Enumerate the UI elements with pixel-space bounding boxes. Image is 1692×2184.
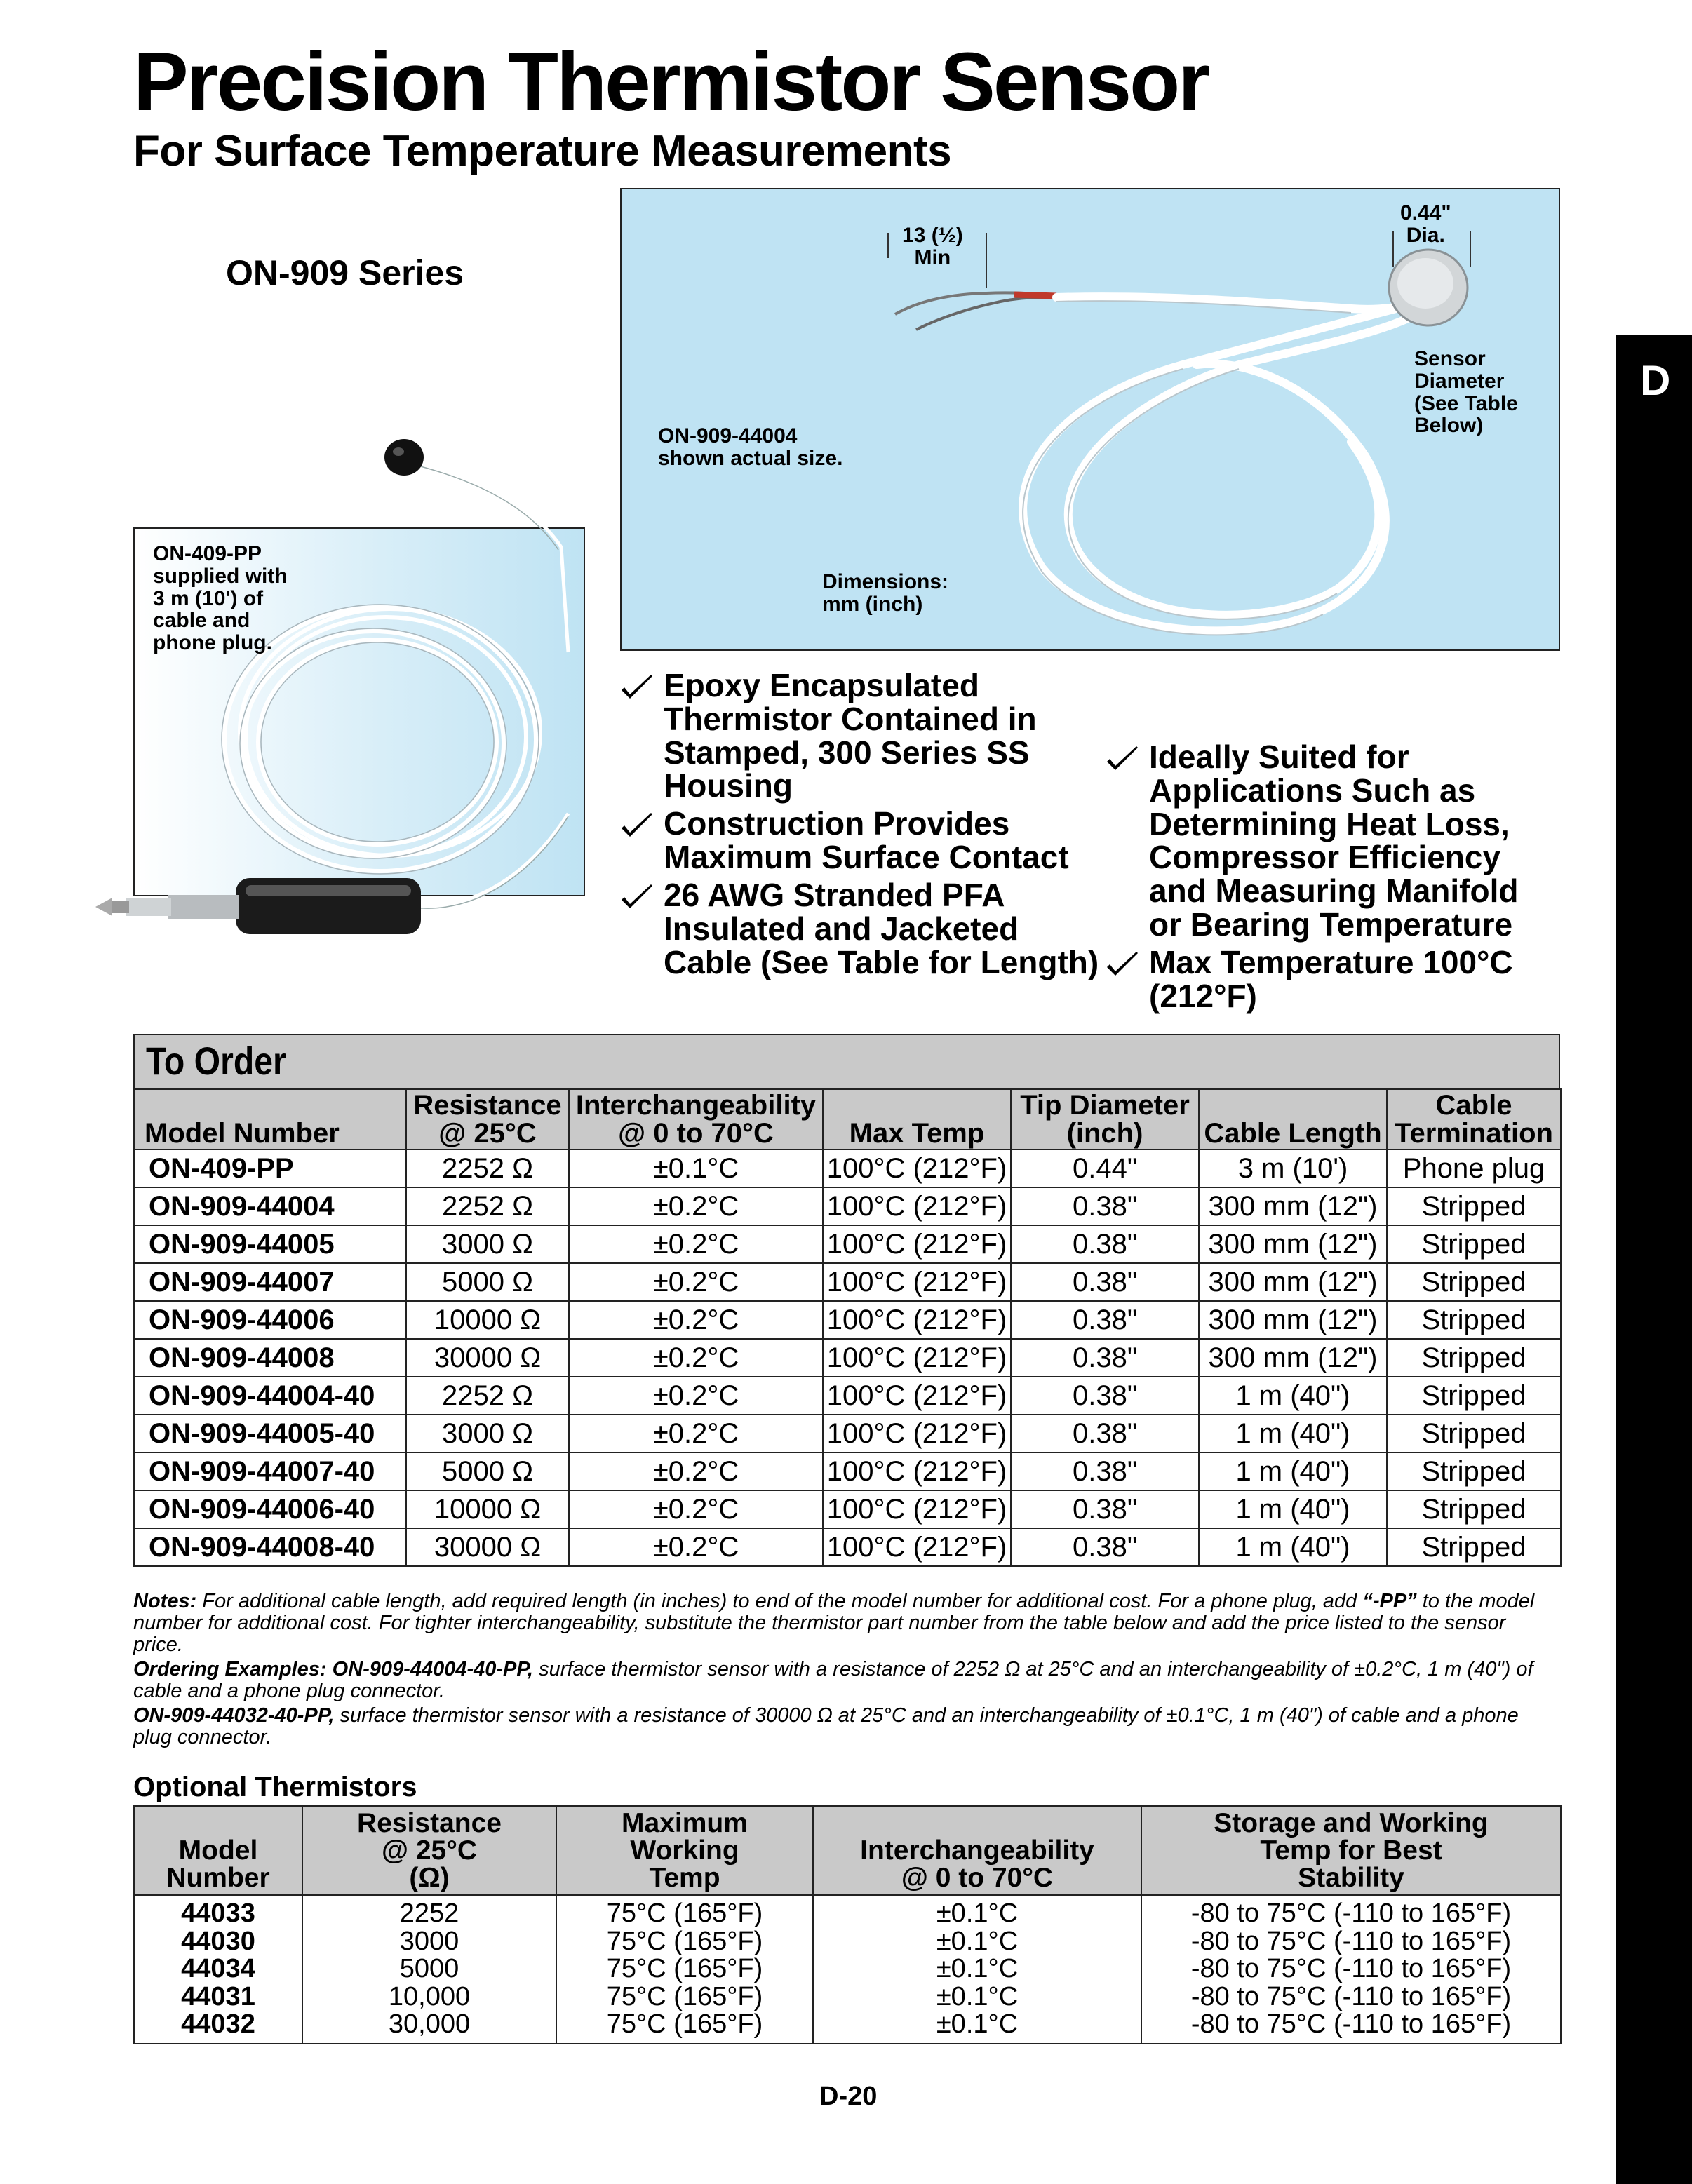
table-cell: 3 m (10') (1199, 1150, 1387, 1187)
table-cell: ON-909-44008-40 (134, 1528, 406, 1566)
table-cell: ±0.2°C (569, 1263, 823, 1301)
checkmark-icon (620, 673, 654, 701)
feature-item (620, 876, 1104, 980)
table-cell: Phone plug (1387, 1150, 1561, 1187)
table-cell: 100°C (212°F) (823, 1225, 1011, 1263)
section-tab-letter: D (1640, 357, 1671, 404)
order-table-title-bar (133, 1034, 1560, 1088)
column-header: Resistance @ 25°C (406, 1089, 569, 1150)
table-cell: ±0.1°C (569, 1150, 823, 1187)
table-cell: 2252 Ω (406, 1150, 569, 1187)
feature-item (620, 669, 1104, 803)
table-cell: 30000 Ω (406, 1339, 569, 1377)
table-cell: Stripped (1387, 1452, 1561, 1490)
table-cell: ON-409-PP (134, 1150, 406, 1187)
dimension-diameter-value: 0.44" (1400, 201, 1451, 224)
table-cell: Stripped (1387, 1301, 1561, 1339)
table-row (134, 1263, 1561, 1301)
optional-thermistors-table (133, 1805, 1562, 2044)
caption-line: supplied with (153, 564, 288, 588)
table-row (134, 1415, 1561, 1452)
table-cell: 300 mm (12") (1199, 1187, 1387, 1225)
ordering-notes (133, 1591, 1560, 1751)
table-row (134, 1452, 1561, 1490)
example-label: Ordering Examples: ON-909-44004-40-PP, (133, 1658, 534, 1681)
dimension-min-label (902, 224, 963, 269)
table-cell: Stripped (1387, 1263, 1561, 1301)
notes-text: to the model number for additional cost. For tighter interchangeability, substitute the thermistor part number from the table below and add the price listed to the sensor price. (133, 1590, 1535, 1657)
table-cell: Stripped (1387, 1225, 1561, 1263)
table-cell: 75°C (165°F) (606, 1899, 763, 1928)
table-cell: 10000 Ω (406, 1490, 569, 1528)
table-cell: Stripped (1387, 1377, 1561, 1415)
column-header: Cable Termination (1387, 1089, 1561, 1150)
table-cell: ON-909-44007-40 (134, 1452, 406, 1490)
table-cell: 30000 Ω (406, 1528, 569, 1566)
caption-line: ON-409-PP (153, 542, 262, 565)
order-table (133, 1088, 1562, 1567)
table-cell: 0.38" (1011, 1490, 1199, 1528)
table-cell: ±0.1°C (936, 2009, 1019, 2040)
table-cell: 100°C (212°F) (823, 1377, 1011, 1415)
table-cell: ON-909-44005-40 (134, 1415, 406, 1452)
order-table-section (133, 1034, 1560, 1567)
optional-table-header-row (134, 1806, 1561, 1895)
table-cell: -80 to 75°C (-110 to 165°F) (1190, 1981, 1512, 2011)
column-header: Cable Length (1199, 1089, 1387, 1150)
storage-temp-column (1141, 1895, 1561, 2044)
feature-text: Construction Provides Maximum Surface Contact (664, 805, 1069, 876)
column-header: Interchangeability @ 0 to 70°C (813, 1806, 1141, 1895)
sensor-note-line: Diameter (1414, 369, 1505, 393)
dimensions-caption (822, 571, 948, 616)
table-cell: 0.38" (1011, 1263, 1199, 1301)
table-cell: 75°C (165°F) (606, 1981, 763, 2011)
table-row (134, 1339, 1561, 1377)
optional-thermistors-title: Optional Thermistors (133, 1772, 417, 1802)
table-row (134, 1150, 1561, 1187)
dimension-diameter-unit: Dia. (1406, 223, 1445, 247)
table-cell: ON-909-44004-40 (134, 1377, 406, 1415)
table-cell: 30,000 (388, 2009, 471, 2040)
table-cell: -80 to 75°C (-110 to 165°F) (1190, 1954, 1512, 1984)
dimension-min-unit: Min (914, 245, 951, 269)
table-cell: 1 m (40") (1199, 1490, 1387, 1528)
example-label: ON-909-44032-40-PP, (133, 1704, 335, 1727)
page-title: Precision Thermistor Sensor (133, 36, 1209, 128)
table-cell: ±0.2°C (569, 1339, 823, 1377)
table-cell: 0.38" (1011, 1187, 1199, 1225)
table-cell: ±0.1°C (936, 1954, 1019, 1984)
table-cell: 1 m (40") (1199, 1415, 1387, 1452)
checkmark-icon (620, 811, 654, 840)
table-cell: 100°C (212°F) (823, 1301, 1011, 1339)
page-number: D-20 (819, 2082, 878, 2111)
feature-item (1106, 741, 1555, 942)
table-cell: 3000 Ω (406, 1225, 569, 1263)
table-cell: 100°C (212°F) (823, 1187, 1011, 1225)
optional-table-data-row (134, 1895, 1561, 2044)
column-header: Model Number (134, 1089, 406, 1150)
ordering-example-1 (133, 1659, 1560, 1702)
feature-item (1106, 943, 1555, 1014)
table-cell: 300 mm (12") (1199, 1263, 1387, 1301)
table-cell: ON-909-44006 (134, 1301, 406, 1339)
table-row (134, 1528, 1561, 1566)
caption-line: mm (inch) (822, 592, 923, 616)
table-cell: Stripped (1387, 1528, 1561, 1566)
column-header: Storage and Working Temp for Best Stability (1141, 1806, 1561, 1895)
checkmark-icon (1106, 950, 1139, 978)
table-cell: 5000 (399, 1954, 459, 1984)
table-cell: 100°C (212°F) (823, 1528, 1011, 1566)
table-cell: 2252 (399, 1899, 459, 1928)
table-cell: ±0.2°C (569, 1452, 823, 1490)
table-cell: 75°C (165°F) (606, 2009, 763, 2040)
table-cell: ±0.1°C (936, 1899, 1019, 1928)
table-cell: 1 m (40") (1199, 1377, 1387, 1415)
table-cell: 2252 Ω (406, 1187, 569, 1225)
feature-text: Ideally Suited for Applications Such as Determining Heat Loss, Compressor Efficiency and Measuring Manifold or Bearing Temperature (1149, 739, 1519, 943)
shown-actual-size-caption (658, 425, 842, 470)
table-cell: 44031 (181, 1981, 255, 2011)
table-cell: 10000 Ω (406, 1301, 569, 1339)
notes-text: For additional cable length, add required length (in inches) to end of the model number for additional cost. For a phone plug, add (196, 1590, 1363, 1612)
table-cell: 3000 (399, 1926, 459, 1956)
table-cell: ±0.1°C (936, 1926, 1019, 1956)
table-cell: 300 mm (12") (1199, 1339, 1387, 1377)
table-cell: 2252 Ω (406, 1377, 569, 1415)
table-cell: 100°C (212°F) (823, 1150, 1011, 1187)
dimension-diameter-label (1400, 202, 1451, 247)
checkmark-icon (1106, 745, 1139, 773)
table-cell: 100°C (212°F) (823, 1415, 1011, 1452)
table-cell: ON-909-44008 (134, 1339, 406, 1377)
table-cell: 100°C (212°F) (823, 1339, 1011, 1377)
notes-pp-suffix: “-PP” (1362, 1590, 1417, 1612)
table-cell: 0.38" (1011, 1225, 1199, 1263)
column-header: Interchangeability @ 0 to 70°C (569, 1089, 823, 1150)
order-table-header-row (134, 1089, 1561, 1150)
table-cell: 0.38" (1011, 1415, 1199, 1452)
dimension-min-value: 13 (½) (902, 224, 963, 247)
table-cell: 3000 Ω (406, 1415, 569, 1452)
table-cell: ON-909-44006-40 (134, 1490, 406, 1528)
caption-line: ON-909-44004 (658, 424, 798, 447)
sensor-diameter-note (1414, 348, 1518, 437)
interchangeability-column (813, 1895, 1141, 2044)
table-cell: ON-909-44004 (134, 1187, 406, 1225)
feature-text: Epoxy Encapsulated Thermistor Contained in Stamped, 300 Series SS Housing (664, 667, 1037, 804)
feature-item (620, 807, 1104, 875)
table-cell: 75°C (165°F) (606, 1954, 763, 1984)
caption-line: cable and (153, 609, 250, 633)
product-figure-panel (620, 188, 1560, 651)
caption-line: 3 m (10') of (153, 586, 264, 610)
table-cell: -80 to 75°C (-110 to 165°F) (1190, 1926, 1512, 1956)
table-cell: Stripped (1387, 1339, 1561, 1377)
resistance-column (302, 1895, 556, 2044)
table-cell: ±0.2°C (569, 1187, 823, 1225)
table-cell: -80 to 75°C (-110 to 165°F) (1190, 2009, 1512, 2040)
table-cell: 0.38" (1011, 1301, 1199, 1339)
table-cell: 0.38" (1011, 1339, 1199, 1377)
sensor-note-line: (See Table (1414, 391, 1518, 415)
table-cell: 100°C (212°F) (823, 1263, 1011, 1301)
table-cell: 100°C (212°F) (823, 1452, 1011, 1490)
caption-line: phone plug. (153, 631, 272, 655)
table-cell: 44034 (181, 1954, 255, 1984)
max-working-temp-column (556, 1895, 813, 2044)
feature-text: Max Temperature 100°C (212°F) (1149, 943, 1513, 1014)
model-number-column (134, 1895, 302, 2044)
column-header: Maximum Working Temp (556, 1806, 813, 1895)
example-text: surface thermistor sensor with a resistance of 2252 Ω at 25°C and an interchangeability of ±0.2°C, 1 m (40") of cable and a phone plug connector. (133, 1658, 1533, 1703)
sensor-note-line: Sensor (1414, 347, 1486, 370)
table-cell: ±0.2°C (569, 1490, 823, 1528)
phone-plug-illustration (84, 421, 589, 996)
table-cell: ±0.2°C (569, 1528, 823, 1566)
table-cell: 44032 (181, 2009, 255, 2040)
column-header: Resistance @ 25°C (Ω) (302, 1806, 556, 1895)
table-cell: 44033 (181, 1899, 255, 1928)
table-cell: 5000 Ω (406, 1452, 569, 1490)
table-cell: 1 m (40") (1199, 1528, 1387, 1566)
table-cell: 1 m (40") (1199, 1452, 1387, 1490)
sensor-note-line: Below) (1414, 414, 1484, 438)
checkmark-icon (620, 883, 654, 911)
table-row (134, 1225, 1561, 1263)
table-cell: 0.38" (1011, 1377, 1199, 1415)
table-cell: -80 to 75°C (-110 to 165°F) (1190, 1899, 1512, 1928)
section-tab (1616, 335, 1692, 2184)
notes-label: Notes: (133, 1590, 197, 1612)
table-cell: 75°C (165°F) (606, 1926, 763, 1956)
table-cell: Stripped (1387, 1490, 1561, 1528)
table-cell: Stripped (1387, 1187, 1561, 1225)
column-header: Max Temp (823, 1089, 1011, 1150)
feature-list-right (1106, 741, 1555, 1018)
feature-text: 26 AWG Stranded PFA Insulated and Jacketed Cable (See Table for Length) (664, 876, 1099, 980)
table-row (134, 1377, 1561, 1415)
table-cell: ON-909-44007 (134, 1263, 406, 1301)
table-cell: 44030 (181, 1926, 255, 1956)
table-cell: ±0.1°C (936, 1981, 1019, 2011)
table-cell: 10,000 (388, 1981, 471, 2011)
example-text: surface thermistor sensor with a resistance of 30000 Ω at 25°C and an interchangeability of ±0.1°C, 1 m (40") of cable and a phone plug connector. (133, 1704, 1519, 1749)
table-cell: ±0.2°C (569, 1377, 823, 1415)
table-cell: ±0.2°C (569, 1415, 823, 1452)
caption-line: Dimensions: (822, 570, 949, 593)
table-row (134, 1187, 1561, 1225)
table-cell: ±0.2°C (569, 1301, 823, 1339)
order-table-body (134, 1150, 1561, 1566)
table-cell: 100°C (212°F) (823, 1490, 1011, 1528)
table-row (134, 1490, 1561, 1528)
order-table-title: To Order (146, 1039, 286, 1083)
table-cell: 300 mm (12") (1199, 1301, 1387, 1339)
ordering-example-2 (133, 1705, 1560, 1748)
column-header: Tip Diameter (inch) (1011, 1089, 1199, 1150)
table-cell: 0.44" (1011, 1150, 1199, 1187)
feature-list-left (620, 669, 1104, 983)
table-cell: 5000 Ω (406, 1263, 569, 1301)
series-label: ON-909 Series (226, 253, 464, 292)
table-cell: Stripped (1387, 1415, 1561, 1452)
table-cell: ON-909-44005 (134, 1225, 406, 1263)
caption-line: shown actual size. (658, 446, 843, 470)
table-cell: ±0.2°C (569, 1225, 823, 1263)
page-subtitle: For Surface Temperature Measurements (133, 127, 952, 175)
table-cell: 300 mm (12") (1199, 1225, 1387, 1263)
table-cell: 0.38" (1011, 1528, 1199, 1566)
table-row (134, 1301, 1561, 1339)
column-header: Model Number (134, 1806, 302, 1895)
table-cell: 0.38" (1011, 1452, 1199, 1490)
notes-paragraph (133, 1591, 1560, 1656)
